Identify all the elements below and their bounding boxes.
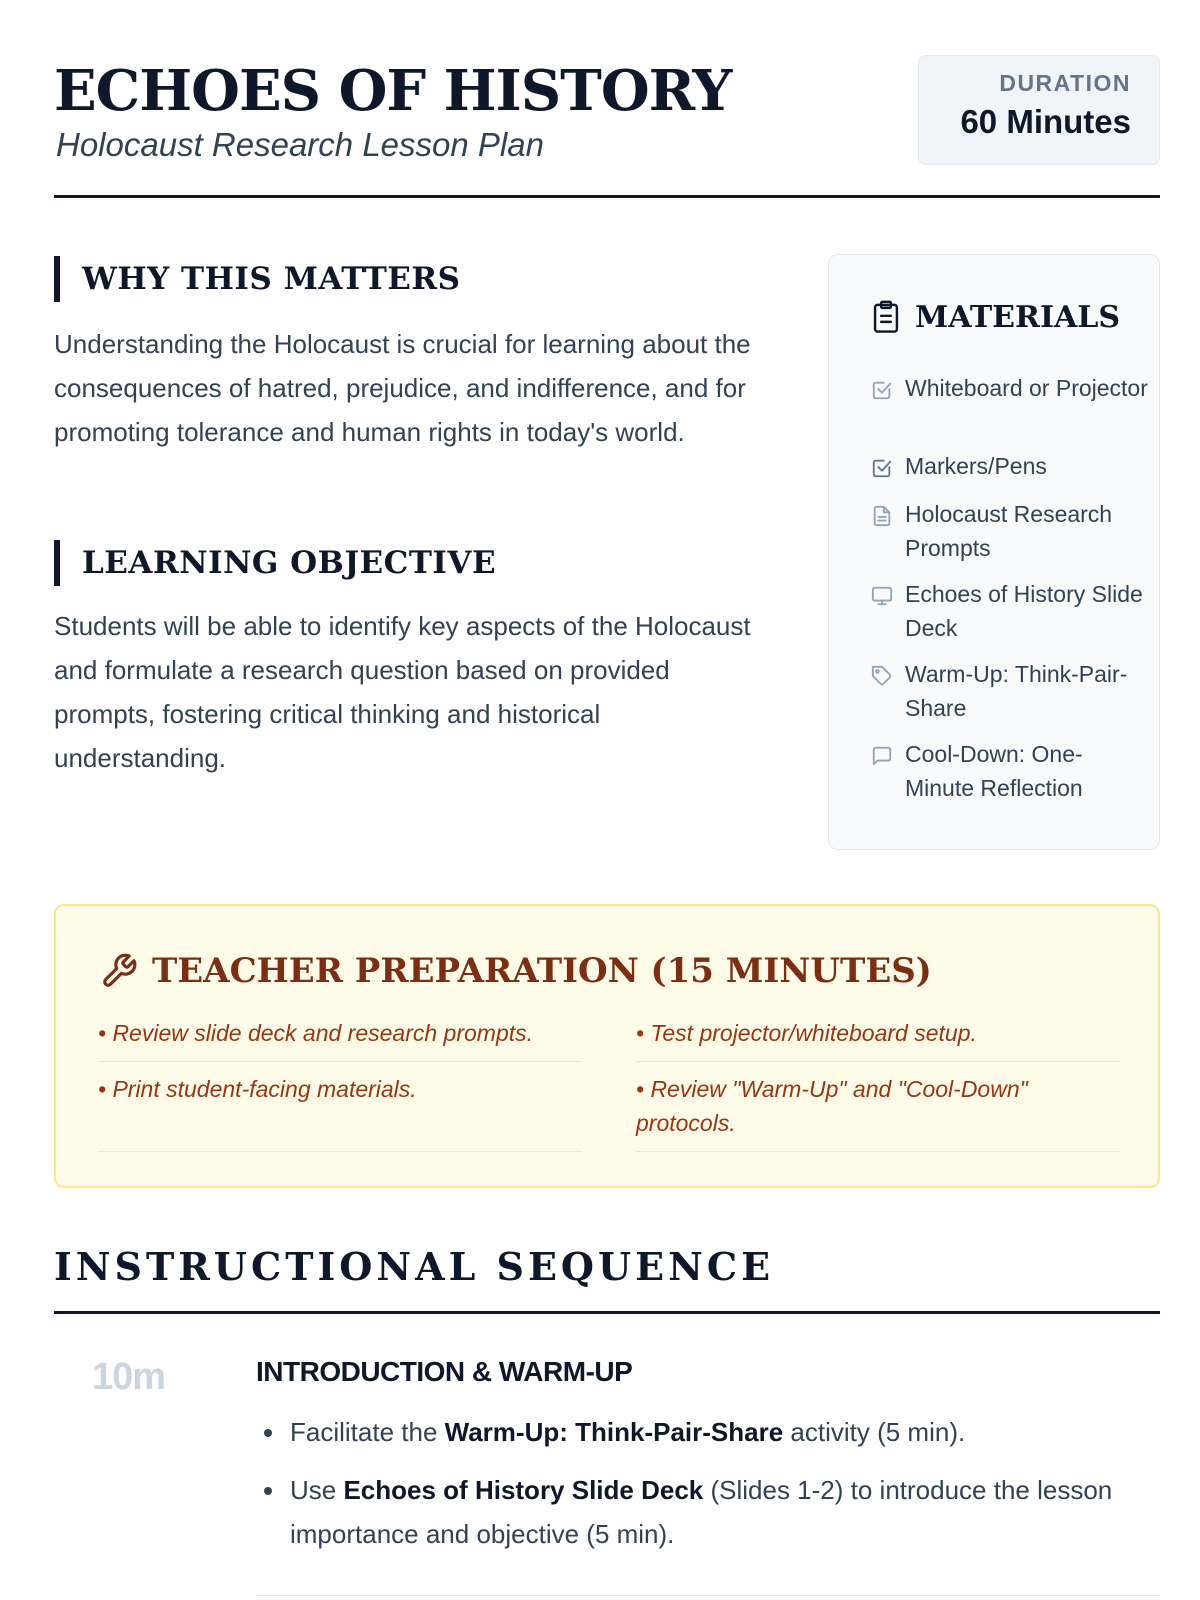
step-bullet-list [256,1410,1156,1570]
bullet-text: Use [290,1475,344,1505]
materials-heading: MATERIALS [915,299,1121,335]
duration-label: DURATION [999,70,1131,96]
document-icon [871,505,893,527]
material-label: Warm-Up: Think-Pair-Share [905,661,1128,721]
duration-card [918,55,1160,165]
step-bullet [256,1468,1156,1556]
tag-icon [871,665,893,687]
teacher-prep-card [54,904,1160,1188]
bullet-text: activity (5 min). [783,1417,966,1447]
material-item [871,737,1151,805]
bullet-text: (Slides 1-2) to introduce the lesson importance and objective (5 min). [290,1475,1113,1549]
bullet-text: Facilitate the [290,1417,445,1447]
sequence-heading: INSTRUCTIONAL SEQUENCE [54,1244,1160,1314]
materials-card [828,254,1160,850]
step-title: INTRODUCTION & WARM-UP [256,1356,633,1387]
checkbox-icon [871,457,893,479]
material-label: Whiteboard or Projector [905,375,1148,401]
bullet-emphasis: Echoes of History Slide Deck [343,1475,704,1505]
objective-heading: LEARNING OBJECTIVE [54,540,496,586]
chat-bubble-icon [871,745,893,767]
why-text: Understanding the Holocaust is crucial for learning about the consequences of hatred, prejudice, and indifference, and for promoting tolerance and human rights in today's world. [54,329,751,447]
step-divider [256,1595,1160,1596]
monitor-icon [871,585,893,607]
page-title: ECHOES OF HISTORY [54,58,732,124]
page-subtitle: Holocaust Research Lesson Plan [56,126,544,163]
bullet-emphasis: Warm-Up: Think-Pair-Share [444,1417,784,1447]
wrench-icon [100,952,138,990]
lesson-header [54,52,1160,198]
material-label: Markers/Pens [905,453,1047,479]
material-item [871,577,1151,645]
prep-item: • Review "Warm-Up" and "Cool-Down" protocols. [636,1072,1120,1152]
why-heading: WHY THIS MATTERS [54,256,461,302]
material-item [871,371,1151,405]
prep-item: • Review slide deck and research prompts. [98,1016,582,1062]
material-item [871,449,1151,483]
material-label: Holocaust Research Prompts [905,501,1113,561]
prep-item: • Test projector/whiteboard setup. [636,1016,1120,1062]
material-label: Echoes of History Slide Deck [905,581,1143,641]
material-label: Cool-Down: One-Minute Reflection [905,741,1083,801]
teacher-prep-heading: TEACHER PREPARATION (15 MINUTES) [152,951,932,991]
teacher-prep-header [100,948,932,994]
checkbox-icon [871,379,893,401]
duration-value: 60 Minutes [960,103,1131,140]
step-bullet [256,1410,1156,1454]
material-item [871,497,1151,565]
material-item [871,657,1151,725]
step-duration: 10m [92,1356,166,1398]
prep-item: • Print student-facing materials. [98,1072,582,1152]
materials-header [871,297,1120,337]
objective-text: Students will be able to identify key aspects of the Holocaust and formulate a research question based on provided prompts, fostering critical thinking and historical understanding. [54,611,751,773]
clipboard-icon [871,300,901,334]
